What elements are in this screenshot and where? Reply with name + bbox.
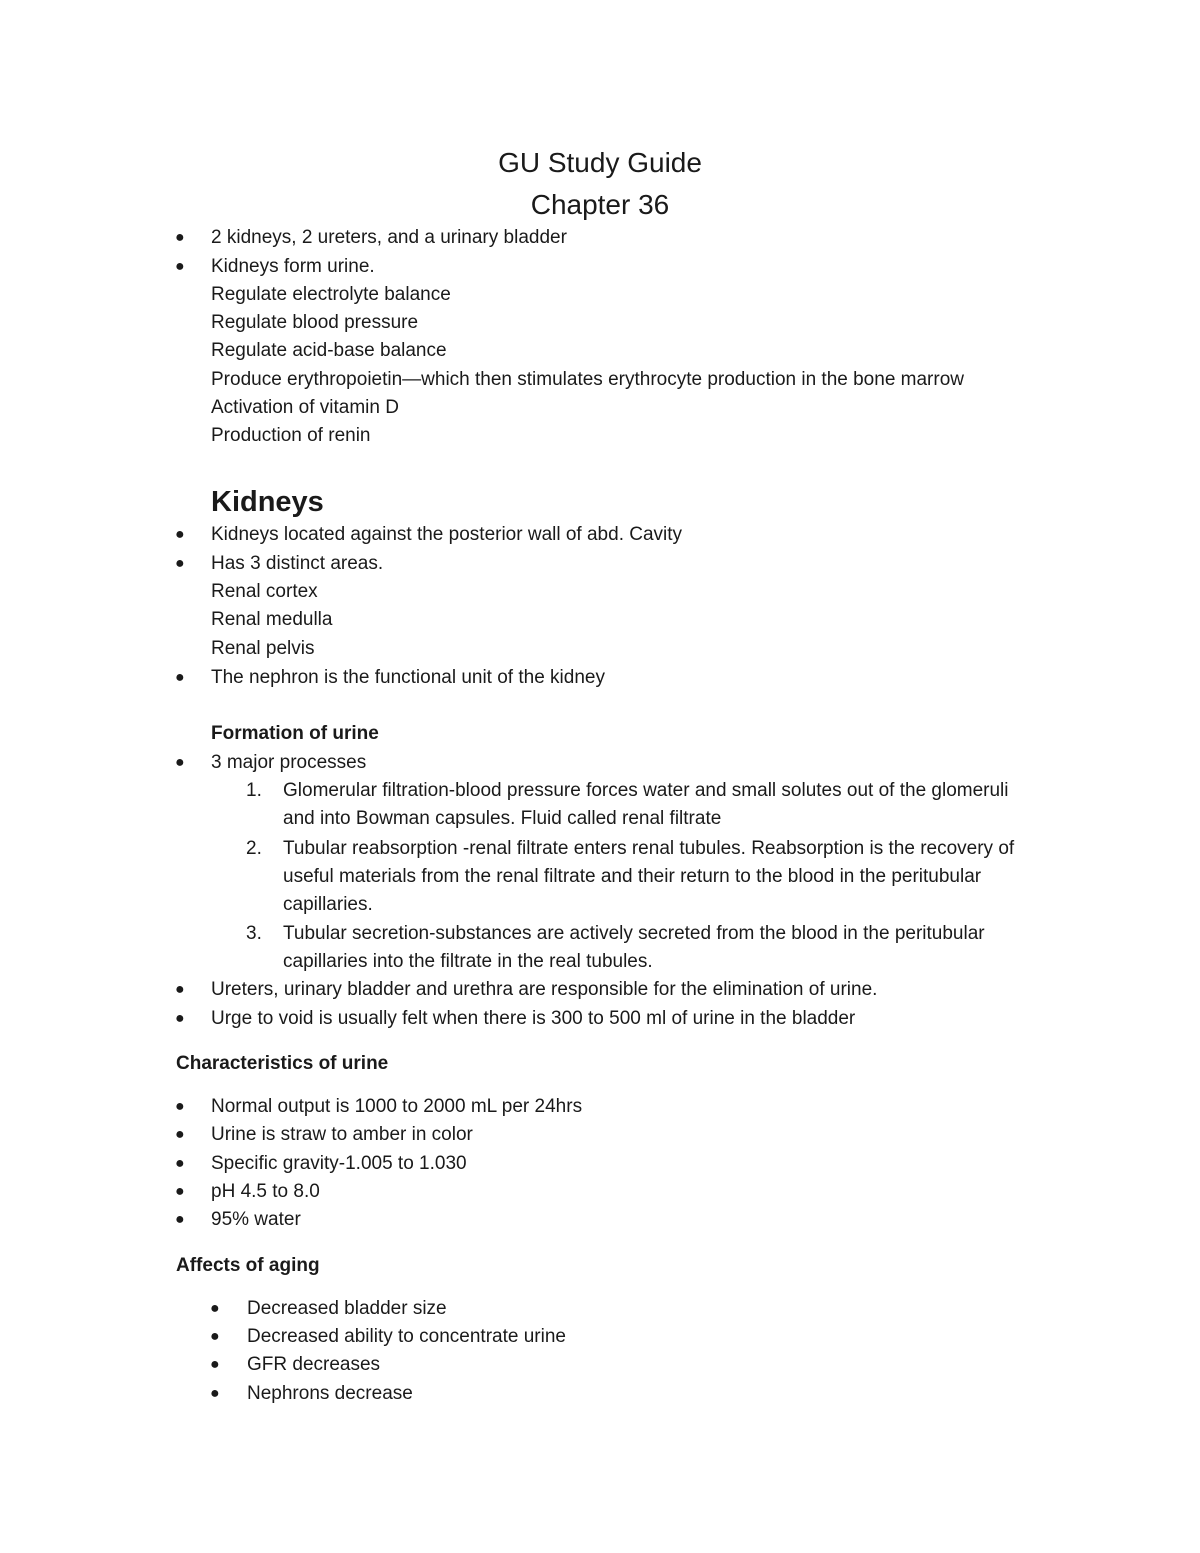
bullet-icon: ●: [210, 1356, 220, 1373]
list-subitem: Regulate blood pressure: [211, 312, 419, 333]
bullet-icon: ●: [175, 555, 185, 572]
bullet-icon: ●: [175, 1183, 185, 1200]
bullet-icon: ●: [175, 1155, 185, 1172]
list-item: Urge to void is usually felt when there is 300 to 500 ml of urine in the bladder: [211, 1008, 856, 1029]
list-subitem: Activation of vitamin D: [211, 397, 399, 418]
list-item: Specific gravity-1.005 to 1.030: [211, 1153, 467, 1174]
list-item: Has 3 distinct areas.: [211, 553, 384, 574]
list-subitem: Renal pelvis: [211, 638, 315, 659]
process-text: Tubular reabsorption -renal filtrate enters renal tubules. Reabsorption is the recovery of: [283, 838, 1015, 859]
section-heading-kidneys: Kidneys: [211, 486, 324, 518]
list-item: 2 kidneys, 2 ureters, and a urinary bladder: [211, 227, 567, 248]
bullet-icon: ●: [175, 229, 185, 246]
section-heading-aging: Affects of aging: [176, 1255, 320, 1276]
page-subtitle: Chapter 36: [530, 189, 670, 220]
list-item: Kidneys form urine.: [211, 256, 375, 277]
list-subitem: Production of renin: [211, 425, 371, 446]
bullet-icon: ●: [175, 258, 185, 275]
list-item: Ureters, urinary bladder and urethra are responsible for the elimination of urine.: [211, 979, 878, 1000]
list-item: Kidneys located against the posterior wall of abd. Cavity: [211, 524, 683, 545]
list-item: Normal output is 1000 to 2000 mL per 24hrs: [211, 1096, 583, 1117]
list-item: 95% water: [211, 1209, 301, 1230]
process-text: useful materials from the renal filtrate and their return to the blood in the peritubular: [283, 866, 982, 887]
process-number: 2.: [246, 838, 262, 859]
bullet-icon: ●: [175, 754, 185, 771]
list-item: pH 4.5 to 8.0: [211, 1181, 320, 1202]
bullet-icon: ●: [210, 1328, 220, 1345]
list-item: GFR decreases: [247, 1354, 381, 1375]
list-subitem: Produce erythropoietin—which then stimulates erythrocyte production in the bone marrow: [211, 369, 964, 390]
bullet-icon: ●: [175, 1010, 185, 1027]
bullet-icon: ●: [210, 1300, 220, 1317]
process-text: capillaries.: [283, 894, 373, 915]
bullet-icon: ●: [210, 1385, 220, 1402]
bullet-icon: ●: [175, 669, 185, 686]
list-item: Decreased bladder size: [247, 1298, 447, 1319]
process-text: capillaries into the filtrate in the real tubules.: [283, 951, 653, 972]
bullet-icon: ●: [175, 1098, 185, 1115]
bullet-icon: ●: [175, 1126, 185, 1143]
process-text: Glomerular filtration-blood pressure forces water and small solutes out of the glomeruli: [283, 780, 1009, 801]
bullet-icon: ●: [175, 1211, 185, 1228]
process-text: Tubular secretion-substances are actively secreted from the blood in the peritubular: [283, 923, 985, 944]
process-number: 3.: [246, 923, 262, 944]
section-heading-characteristics: Characteristics of urine: [176, 1053, 389, 1074]
list-item: 3 major processes: [211, 752, 367, 773]
page-title: GU Study Guide: [498, 147, 702, 178]
process-text: and into Bowman capsules. Fluid called renal filtrate: [283, 808, 722, 829]
list-subitem: Regulate acid-base balance: [211, 340, 447, 361]
bullet-icon: ●: [175, 526, 185, 543]
list-subitem: Regulate electrolyte balance: [211, 284, 451, 305]
list-item: Nephrons decrease: [247, 1383, 413, 1404]
list-item: Urine is straw to amber in color: [211, 1124, 473, 1145]
list-subitem: Renal medulla: [211, 609, 333, 630]
list-item: The nephron is the functional unit of the kidney: [211, 667, 605, 688]
list-item: Decreased ability to concentrate urine: [247, 1326, 566, 1347]
list-subitem: Renal cortex: [211, 581, 318, 602]
process-number: 1.: [246, 780, 262, 801]
section-heading-formation: Formation of urine: [211, 723, 379, 744]
bullet-icon: ●: [175, 981, 185, 998]
